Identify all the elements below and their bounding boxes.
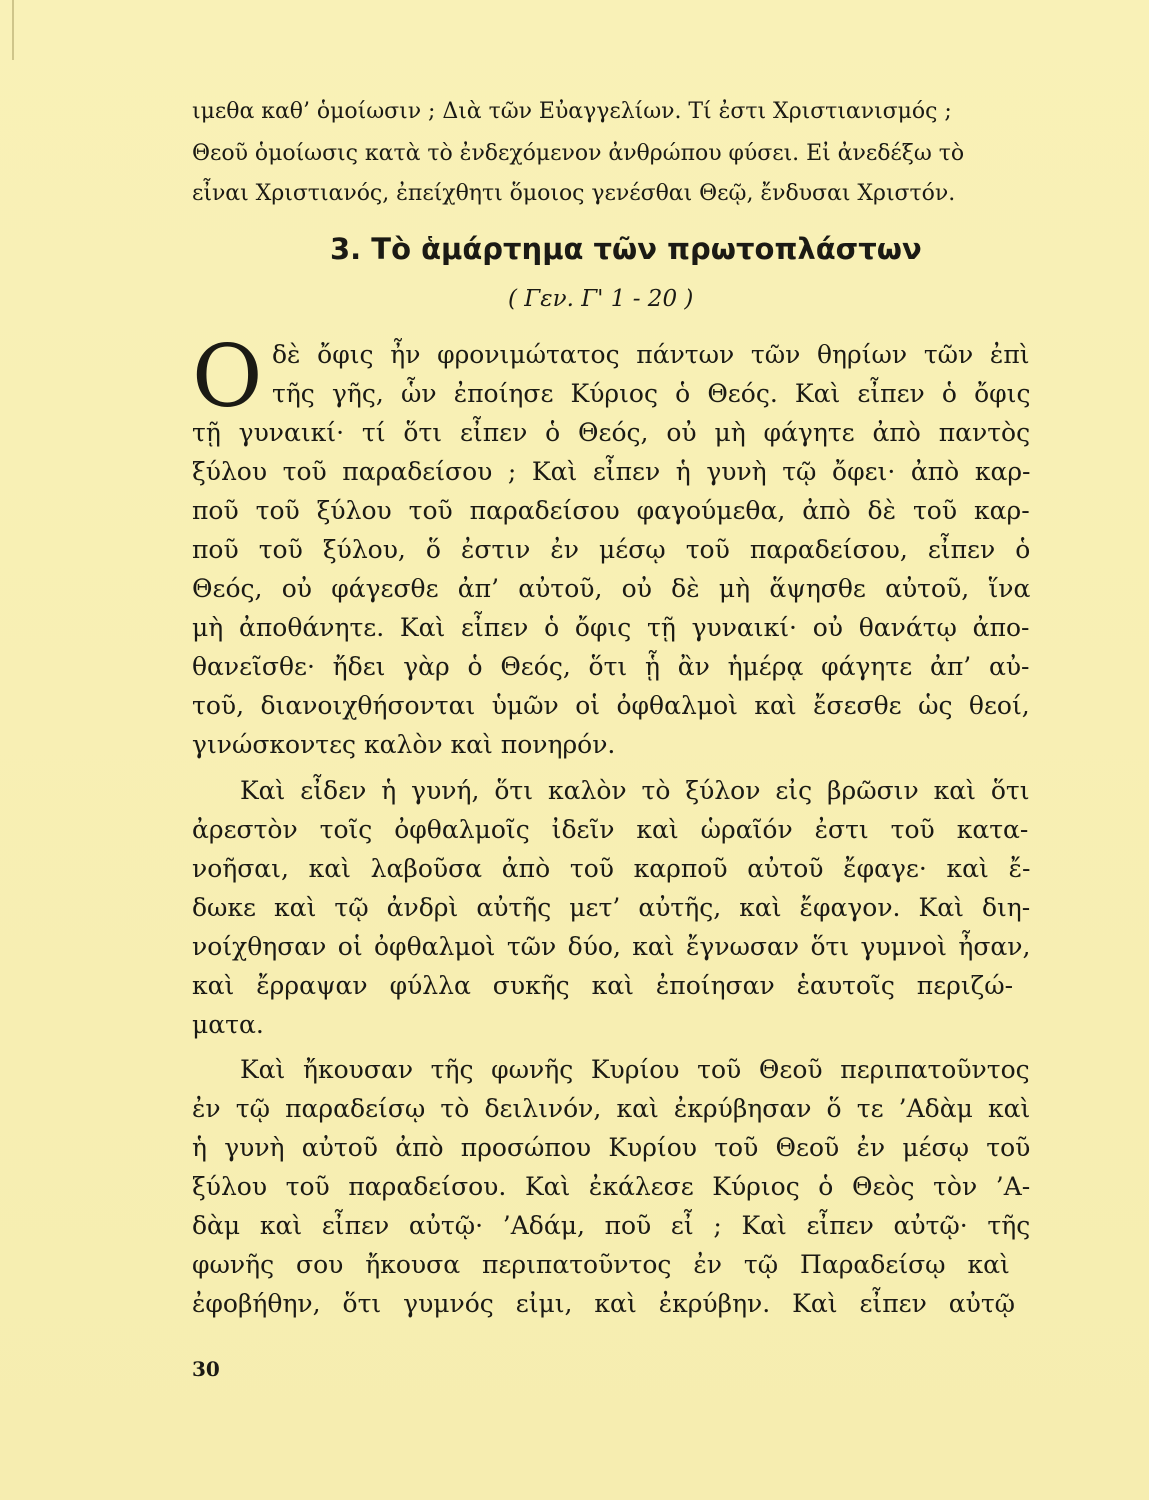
paragraph1-line-2: τῆς γῆς, ὧν ἐποίησε Κύριος ὁ Θεός. Καὶ εἶπεν ὁ ὄφις xyxy=(272,379,1031,408)
intro-line-2: Θεοῦ ὁμοίωσις κατὰ τὸ ἐνδεχόμενον ἀνθρώπου φύσει. Εἰ ἀνεδέξω τὸ xyxy=(192,141,965,166)
drop-cap: Ο xyxy=(192,327,263,427)
paragraph2-line-6: καὶ ἔρραψαν φύλλα συκῆς καὶ ἐποίησαν ἑαυτοῖς περιζώ- xyxy=(192,971,1014,1000)
section-reference: ( Γεν. Γ' 1 - 20 ) xyxy=(508,286,694,312)
paragraph3-line-4: ξύλου τοῦ παραδείσου. Καὶ ἐκάλεσε Κύριος ὁ Θεὸς τὸν ’Α- xyxy=(192,1172,1031,1201)
paragraph1-line-8: μὴ ἀποθάνητε. Καὶ εἶπεν ὁ ὄφις τῇ γυναικί· οὐ θανάτῳ ἀπο- xyxy=(192,613,1030,642)
intro-line-1: ιμεθα καθ’ ὁμοίωσιν ; Διὰ τῶν Εὐαγγελίων. Τί ἐστι Χριστιανισμός ; xyxy=(192,99,952,124)
paragraph1-line-11: γινώσκοντες καλὸν καὶ πονηρόν. xyxy=(192,730,616,759)
page-number: 30 xyxy=(192,1357,220,1381)
paragraph2-line-7: ματα. xyxy=(192,1010,264,1039)
paragraph3-line-7: ἐφοβήθην, ὅτι γυμνός εἰμι, καὶ ἐκρύβην. Καὶ εἶπεν αὐτῷ xyxy=(192,1289,1016,1318)
paragraph1-line-9: θανεῖσθε· ἤδει γὰρ ὁ Θεός, ὅτι ᾗ ἂν ἡμέρᾳ φάγητε ἀπ’ αὐ- xyxy=(192,652,1030,681)
page-edge-mark xyxy=(12,0,14,60)
paragraph2-line-5: νοίχθησαν οἱ ὀφθαλμοὶ τῶν δύο, καὶ ἔγνωσαν ὅτι γυμνοὶ ἦσαν, xyxy=(192,932,1031,961)
paragraph3-line-2: ἐν τῷ παραδείσῳ τὸ δειλινόν, καὶ ἐκρύβησαν ὅ τε ’Αδὰμ καὶ xyxy=(192,1094,1031,1123)
paragraph1-line-10: τοῦ, διανοιχθήσονται ὑμῶν οἱ ὀφθαλμοὶ καὶ ἔσεσθε ὡς θεοί, xyxy=(192,691,1030,720)
paragraph3-line-5: δὰμ καὶ εἶπεν αὐτῷ· ’Αδάμ, ποῦ εἶ ; Καὶ εἶπεν αὐτῷ· τῆς xyxy=(192,1211,1031,1240)
paragraph1-line-3: τῇ γυναικί· τί ὅτι εἶπεν ὁ Θεός, οὐ μὴ φάγητε ἀπὸ παντὸς xyxy=(192,418,1031,447)
intro-line-3: εἶναι Χριστιανός, ἐπείχθητι ὅμοιος γενέσθαι Θεῷ, ἔνδυσαι Χριστόν. xyxy=(192,181,956,206)
paragraph3-line-6: φωνῆς σου ἤκουσα περιπατοῦντος ἐν τῷ Παραδείσῳ καὶ xyxy=(192,1250,1010,1279)
paragraph1-line-4: ξύλου τοῦ παραδείσου ; Καὶ εἶπεν ἡ γυνὴ τῷ ὄφει· ἀπὸ καρ- xyxy=(192,457,1031,486)
paragraph2-line-2: ἀρεστὸν τοῖς ὀφθαλμοῖς ἰδεῖν καὶ ὡραῖόν ἐστι τοῦ κατα- xyxy=(192,815,1029,844)
paragraph3-line-1: Καὶ ἤκουσαν τῆς φωνῆς Κυρίου τοῦ Θεοῦ περιπατοῦντος xyxy=(240,1055,1030,1084)
paragraph1-line-7: Θεός, οὐ φάγεσθε ἀπ’ αὐτοῦ, οὐ δὲ μὴ ἅψησθε αὐτοῦ, ἵνα xyxy=(192,574,1031,603)
paragraph1-line-1: δὲ ὄφις ἦν φρονιμώτατος πάντων τῶν θηρίων τῶν ἐπὶ xyxy=(272,340,1030,369)
paragraph2-line-3: νοῆσαι, καὶ λαβοῦσα ἀπὸ τοῦ καρποῦ αὐτοῦ ἔφαγε· καὶ ἔ- xyxy=(192,854,1031,883)
paragraph1-line-5: ποῦ τοῦ ξύλου τοῦ παραδείσου φαγούμεθα, ἀπὸ δὲ τοῦ καρ- xyxy=(192,496,1030,525)
section-heading: 3. Τὸ ἁμάρτημα τῶν πρωτοπλάστων xyxy=(330,232,922,266)
paragraph1-line-6: ποῦ τοῦ ξύλου, ὅ ἐστιν ἐν μέσῳ τοῦ παραδείσου, εἶπεν ὁ xyxy=(192,535,1031,564)
paragraph3-line-3: ἡ γυνὴ αὐτοῦ ἀπὸ προσώπου Κυρίου τοῦ Θεοῦ ἐν μέσῳ τοῦ xyxy=(192,1133,1031,1162)
paragraph2-line-1: Καὶ εἶδεν ἡ γυνή, ὅτι καλὸν τὸ ξύλον εἰς βρῶσιν καὶ ὅτι xyxy=(240,776,1030,805)
paragraph2-line-4: δωκε καὶ τῷ ἀνδρὶ αὐτῆς μετ’ αὐτῆς, καὶ ἔφαγον. Καὶ διη- xyxy=(192,893,1031,922)
